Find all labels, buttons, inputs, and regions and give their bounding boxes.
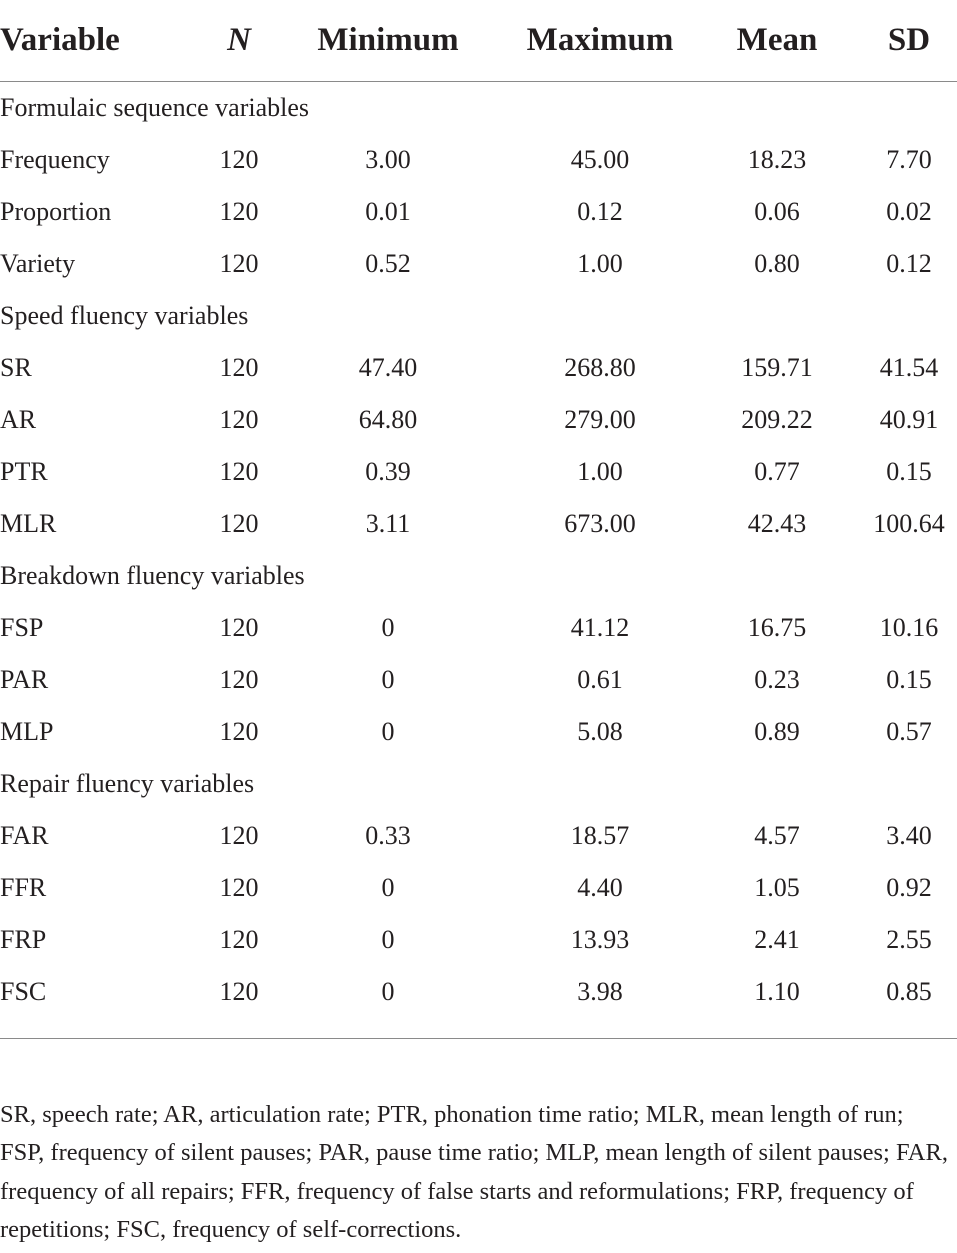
cell-n: 120 [219,145,259,174]
cell-minimum: 3.00 [365,145,411,174]
cell-maximum: 45.00 [570,145,630,174]
table-row [0,342,957,394]
cell-minimum: 0.39 [365,457,411,486]
cell-n: 120 [219,249,259,278]
cell-variable: Frequency [0,145,110,174]
cell-mean: 0.23 [754,665,800,694]
cell-mean: 0.80 [754,249,800,278]
cell-variable: FSP [0,613,44,642]
cell-n: 120 [219,613,259,642]
cell-variable: FAR [0,821,49,850]
cell-maximum: 0.61 [577,665,623,694]
cell-sd: 2.55 [886,925,932,954]
cell-sd: 7.70 [886,145,932,174]
table-row [0,914,957,966]
section-label: Breakdown fluency variables [0,561,305,590]
table-row [0,498,957,550]
table-row [0,966,957,1018]
cell-minimum: 0 [381,613,395,642]
cell-variable: MLP [0,717,54,746]
cell-mean: 0.89 [754,717,800,746]
cell-maximum: 1.00 [577,457,623,486]
cell-sd: 0.57 [886,717,932,746]
table-row [0,238,957,290]
cell-sd: 10.16 [879,613,939,642]
cell-n: 120 [219,665,259,694]
cell-maximum: 673.00 [564,509,636,538]
table-row [0,446,957,498]
cell-maximum: 279.00 [564,405,636,434]
cell-maximum: 18.57 [570,821,630,850]
cell-n: 120 [219,925,259,954]
cell-mean: 0.06 [754,197,800,226]
cell-sd: 40.91 [879,405,939,434]
cell-n: 120 [219,821,259,850]
section-label: Speed fluency variables [0,301,249,330]
cell-variable: Proportion [0,197,112,226]
cell-maximum: 13.93 [570,925,630,954]
cell-mean: 18.23 [747,145,807,174]
cell-maximum: 268.80 [564,353,636,382]
column-header-n: N [227,22,251,58]
cell-mean: 4.57 [754,821,800,850]
table-row [0,602,957,654]
table-header-row [0,0,957,82]
cell-n: 120 [219,457,259,486]
table-row [0,654,957,706]
column-header-sd: SD [887,22,931,58]
cell-maximum: 3.98 [577,977,623,1006]
cell-minimum: 3.11 [365,509,411,538]
section-label: Formulaic sequence variables [0,93,309,122]
cell-sd: 41.54 [879,353,939,382]
cell-minimum: 0.01 [365,197,411,226]
cell-minimum: 0.33 [365,821,411,850]
cell-sd: 0.02 [886,197,932,226]
section-label: Repair fluency variables [0,769,255,798]
table-row [0,706,957,758]
column-header-mean: Mean [736,22,818,58]
cell-n: 120 [219,197,259,226]
table-footnote: SR, speech rate; AR, articulation rate; PTR, phonation time ratio; MLR, mean length of run; FSP, frequency of silent pauses; PAR, pause time ratio; MLP, mean length of silent pauses; FAR, frequency of all repairs; FFR, frequency of false starts and reformulations; FRP, frequency of repetitions; FSC, frequency of self-corrections. [0,1101,948,1243]
cell-sd: 3.40 [886,821,932,850]
cell-n: 120 [219,873,259,902]
table-row [0,186,957,238]
cell-variable: MLR [0,509,57,538]
column-header-variable: Variable [0,22,120,58]
cell-variable: SR [0,353,32,382]
cell-sd: 100.64 [873,509,945,538]
cell-variable: PTR [0,457,48,486]
cell-variable: PAR [0,665,49,694]
cell-mean: 16.75 [747,613,807,642]
cell-mean: 2.41 [754,925,800,954]
cell-variable: Variety [0,249,76,278]
cell-sd: 0.85 [886,977,932,1006]
section-header-row [0,82,957,134]
cell-minimum: 0.52 [365,249,411,278]
cell-minimum: 64.80 [358,405,418,434]
cell-n: 120 [219,353,259,382]
table-row [0,394,957,446]
cell-sd: 0.92 [886,873,932,902]
cell-sd: 0.15 [886,665,932,694]
cell-maximum: 5.08 [577,717,623,746]
cell-n: 120 [219,717,259,746]
table-row [0,134,957,186]
column-header-maximum: Maximum [526,22,674,58]
cell-variable: FRP [0,925,47,954]
table-row [0,810,957,862]
cell-n: 120 [219,509,259,538]
cell-minimum: 47.40 [358,353,418,382]
table-bottom-divider [0,1038,957,1039]
cell-minimum: 0 [381,977,395,1006]
cell-maximum: 4.40 [577,873,623,902]
cell-n: 120 [219,977,259,1006]
cell-mean: 159.71 [741,353,813,382]
cell-maximum: 41.12 [570,613,630,642]
cell-mean: 1.10 [754,977,800,1006]
cell-variable: AR [0,405,37,434]
cell-sd: 0.12 [886,249,932,278]
cell-n: 120 [219,405,259,434]
table-row [0,862,957,914]
cell-variable: FSC [0,977,47,1006]
cell-sd: 0.15 [886,457,932,486]
cell-minimum: 0 [381,925,395,954]
column-header-minimum: Minimum [317,22,459,58]
cell-maximum: 1.00 [577,249,623,278]
cell-maximum: 0.12 [577,197,623,226]
cell-minimum: 0 [381,873,395,902]
cell-minimum: 0 [381,665,395,694]
cell-mean: 0.77 [754,457,800,486]
cell-minimum: 0 [381,717,395,746]
cell-mean: 1.05 [754,873,800,902]
cell-mean: 209.22 [741,405,813,434]
cell-variable: FFR [0,873,47,902]
section-header-row [0,550,957,602]
section-header-row [0,758,957,810]
section-header-row [0,290,957,342]
cell-mean: 42.43 [747,509,807,538]
